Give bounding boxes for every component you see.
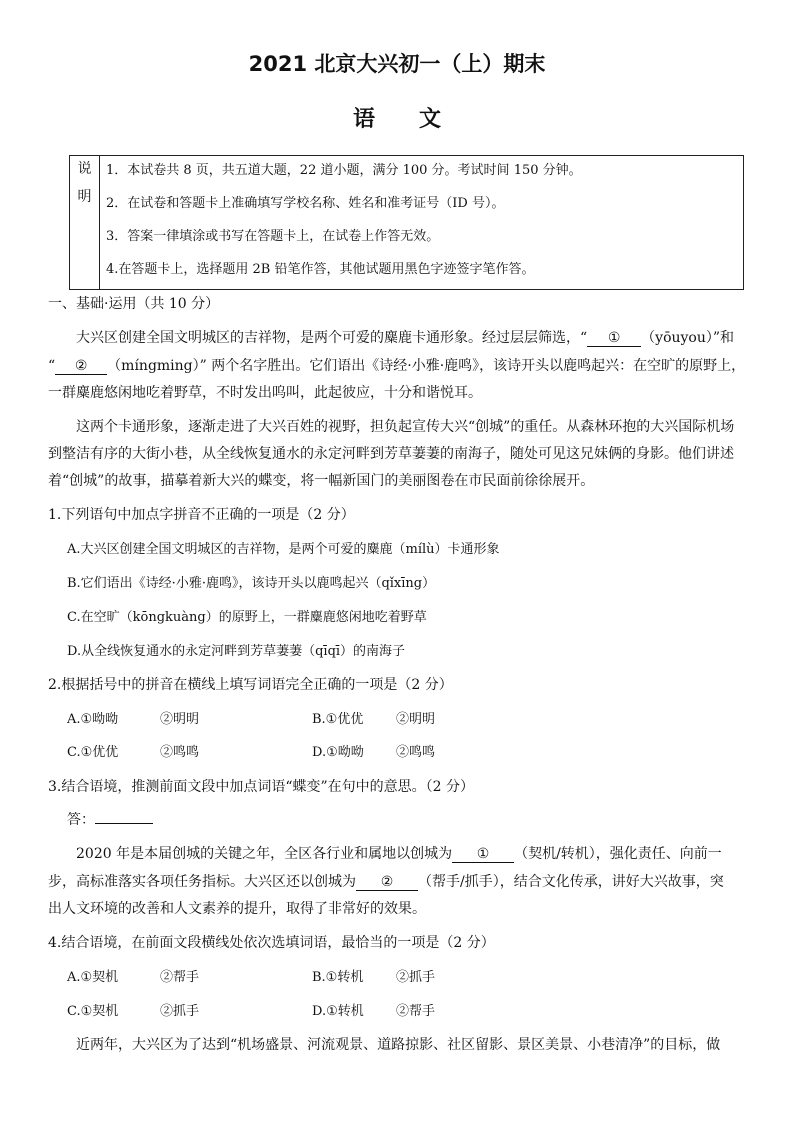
exam-title: 2021 北京大兴初一（上）期末 [248, 52, 546, 76]
answer-option: D.①转机 [312, 1004, 364, 1019]
text-run: 步，高标准落实各项任务指标。大兴区还以创城为 [48, 874, 356, 890]
text-run: （yōuyou）”和 [641, 330, 735, 346]
instructions-label-bottom: 明 [77, 189, 92, 205]
instructions-label-top: 说 [77, 161, 92, 177]
fill-blank: ① [587, 330, 641, 347]
answer-option-part: ②鸣鸣 [160, 745, 200, 760]
answer-option: C.在空旷（kōngkuàng）的原野上，一群麋鹿悠闲地吃着野草 [67, 610, 427, 625]
answer-option: B.①转机 [312, 970, 364, 985]
paragraph-line: 出人文环境的改善和人文素养的提升，取得了非常好的效果。 [48, 901, 426, 917]
paragraph-line [48, 871, 724, 891]
text-run: “ [48, 358, 56, 374]
text-run: 大兴区创建全国文明城区的吉祥物，是两个可爱的麋鹿卡通形象。经过层层筛选，“ [48, 330, 588, 346]
text-run: （míngming）” 两个名字胜出。它们语出《诗经·小雅·鹿鸣》，该诗开头以鹿鸣起兴：在空旷的原野上， [107, 358, 746, 374]
answer-option: A.①呦呦 [67, 712, 119, 727]
paragraph-line: 着“创城”的故事，描摹着新大兴的蝶变，将一幅新国门的美丽图卷在市民面前徐徐展开。 [48, 473, 595, 489]
text-run: 2020 年是本届创城的关键之年，全区各行业和属地以创城为 [48, 846, 453, 862]
paragraph-line [48, 355, 745, 375]
instruction-item: 2．在试卷和答题卡上准确填写学校名称、姓名和准考证号（ID 号）。 [106, 196, 505, 211]
answer-blank [95, 809, 153, 824]
paragraph-line: 这两个卡通形象，逐渐走进了大兴百姓的视野，担负起宣传大兴“创城”的重任。从森林环抱的大兴国际机场 [48, 419, 735, 435]
paragraph-line: 到整洁有序的大街小巷，从全线恢复通水的永定河畔到芳草萋萋的南海子，随处可见这兄妹俩的身影。他们讲述 [48, 446, 734, 462]
paragraph-line: 一群麋鹿悠闲地吃着野草，不时发出呜叫，此起彼应，十分和谐悦耳。 [48, 385, 482, 401]
question-stem: 3.结合语境，推测前面文段中加点词语“蝶变”在句中的意思。（2 分） [48, 779, 475, 795]
question-stem: 1.下列语句中加点字拼音不正确的一项是（2 分） [48, 507, 355, 523]
answer-option-part: ②明明 [160, 712, 200, 727]
answer-option: C.①优优 [67, 745, 119, 760]
instruction-item: 1．本试卷共 8 页，共五道大题，22 道小题，满分 100 分。考试时间 150 分钟。 [106, 163, 582, 178]
answer-option: D.①呦呦 [312, 745, 364, 760]
paragraph-line [48, 327, 734, 347]
paragraph-line: 近两年，大兴区为了达到“机场盛景、河流观景、道路掠影、社区留影、景区美景、小巷清净”的目标，做 [48, 1037, 721, 1053]
subject-title: 语文 [352, 107, 485, 132]
answer-option-part: ②明明 [396, 712, 436, 727]
fill-blank: ② [356, 874, 418, 891]
answer-option-part: ②抓手 [396, 970, 436, 985]
text-run: （帮手/抓手），结合文化传承，讲好大兴故事，突 [418, 874, 724, 890]
instruction-item: 4.在答题卡上，选择题用 2B 铅笔作答，其他试题用黑色字迹签字笔作答。 [106, 262, 535, 277]
answer-option: C.①契机 [67, 1004, 119, 1019]
question-stem: 2.根据括号中的拼音在横线上填写词语完全正确的一项是（2 分） [48, 677, 453, 693]
text-run: （契机/转机），强化责任、向前一 [514, 846, 722, 862]
paragraph-line [48, 843, 722, 863]
answer-option-part: ②帮手 [396, 1004, 436, 1019]
answer-label: 答： [67, 812, 95, 828]
answer-option-part: ②帮手 [160, 970, 200, 985]
section-heading: 一、基础·运用（共 10 分） [48, 296, 220, 312]
instruction-item: 3．答案一律填涂或书写在答题卡上，在试卷上作答无效。 [106, 229, 440, 244]
answer-line [67, 809, 153, 829]
answer-option-part: ②抓手 [160, 1004, 200, 1019]
answer-option: A.大兴区创建全国文明城区的吉祥物，是两个可爱的麋鹿（mílù）卡通形象 [67, 542, 500, 557]
question-stem: 4.结合语境，在前面文段横线处依次选填词语，最恰当的一项是（2 分） [48, 935, 495, 951]
instructions-box [69, 155, 744, 290]
instructions-label [70, 156, 100, 289]
fill-blank: ① [452, 846, 514, 863]
fill-blank: ② [55, 358, 107, 375]
answer-option: A.①契机 [67, 970, 119, 985]
answer-option: D.从全线恢复通水的永定河畔到芳草萋萋（qīqī）的南海子 [67, 644, 406, 659]
answer-option: B.①优优 [312, 712, 364, 727]
answer-option-part: ②鸣鸣 [396, 745, 436, 760]
answer-option: B.它们语出《诗经·小雅·鹿鸣》，该诗开头以鹿鸣起兴（qǐxīng） [67, 576, 436, 591]
